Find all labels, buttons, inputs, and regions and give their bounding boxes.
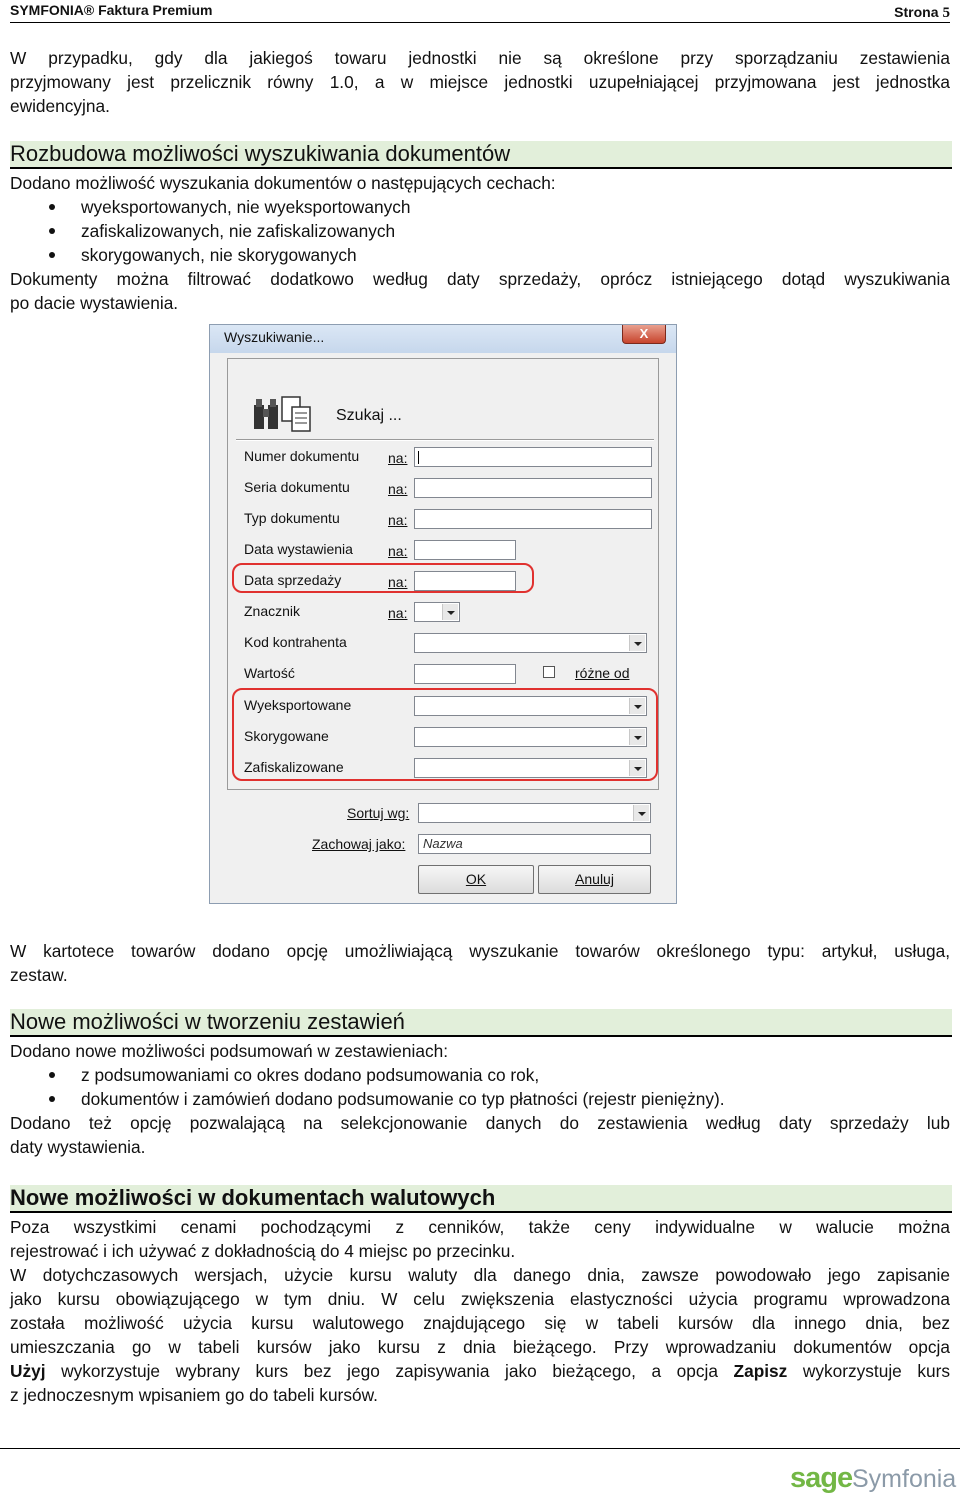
zachowaj-input[interactable] [418, 834, 651, 854]
text-line: W dotychczasowych wersjach, użycie kursu waluty dla danego dnia, zawsze powodowało jego zapisanie [10, 1265, 950, 1285]
section1-after [10, 267, 950, 315]
list-item [10, 243, 410, 267]
label-data-wystawienia: Data wystawienia [244, 541, 353, 557]
dialog-titlebar [210, 325, 676, 353]
skorygowane-select[interactable] [414, 727, 647, 747]
intro-paragraph [10, 46, 950, 118]
list-item-text: zafiskalizowanych, nie zafiskalizowanych [81, 221, 396, 241]
match-mode-link[interactable]: na: [388, 512, 408, 528]
label-typ-dokumentu: Typ dokumentu [244, 510, 340, 526]
label-sortuj: Sortuj wg: [347, 805, 410, 821]
match-mode-link[interactable]: na: [388, 450, 408, 466]
sage-symfonia-logo [790, 1462, 958, 1494]
kartoteka-paragraph [10, 939, 950, 987]
reports-list [10, 1063, 725, 1111]
heading-text: Nowe możliwości w tworzeniu zestawień [10, 1009, 405, 1034]
label-skorygowane: Skorygowane [244, 728, 329, 744]
search-criteria-panel [227, 358, 659, 790]
header-product-name: SYMFONIA® Faktura Premium [10, 2, 213, 18]
chevron-down-icon[interactable] [442, 604, 458, 620]
label-wartosc: Wartość [244, 665, 295, 681]
text-line: daty wystawienia. [10, 1137, 146, 1157]
label-wyeksportowane: Wyeksportowane [244, 697, 352, 713]
text-line: ewidencyjna. [10, 96, 110, 116]
text-line: przyjmowany jest przelicznik równy 1.0, a w miejsce jednostki uzupełniającej przyjmowana jest jednostka [10, 72, 950, 92]
section3-body [10, 1215, 950, 1407]
text-line: jako kursu obowiązującego w tym dniu. W celu zwiększenia elastyczności użycia programu wprowadzona [10, 1289, 950, 1309]
match-mode-link[interactable]: na: [388, 574, 408, 590]
zafiskalizowane-select[interactable] [414, 758, 647, 778]
text-line: rejestrować i ich używać z dokładnością do 4 miejsc po przecinku. [10, 1241, 516, 1261]
list-item-text: wyeksportowanych, nie wyeksportowanych [81, 197, 411, 217]
heading-text: Rozbudowa możliwości wyszukiwania dokumentów [10, 141, 511, 166]
text-line: W kartotece towarów dodano opcję umożliwiającą wyszukanie towarów określonego typu: artykuł, usługa, [10, 941, 950, 961]
text-line: Dokumenty można filtrować dodatkowo według daty sprzedaży, oprócz istniejącego dotąd wyszukiwania [10, 269, 950, 289]
list-item-text: dokumentów i zamówień dodano podsumowanie co typ płatności (rejestr pieniężny). [81, 1089, 725, 1109]
text-line: zestaw. [10, 965, 68, 985]
footer-rule [0, 1448, 960, 1449]
typ-dokumentu-input[interactable] [414, 509, 652, 529]
chevron-down-icon[interactable] [629, 760, 645, 776]
ok-label: OK [465, 871, 487, 887]
seria-dokumentu-input[interactable] [414, 478, 652, 498]
label-zachowaj: Zachowaj jako: [312, 836, 406, 852]
text-line: została możliwość użycia kursu walutowego znajdującego się w tabeli kursów dla innego dnia, bez [10, 1313, 950, 1333]
data-wystawienia-input[interactable] [414, 540, 516, 560]
znacznik-select[interactable] [414, 602, 460, 622]
chevron-down-icon[interactable] [629, 698, 645, 714]
bullet-icon [49, 1096, 55, 1102]
dialog-title: Wyszukiwanie... [224, 329, 325, 345]
sortuj-select[interactable] [418, 803, 651, 823]
match-mode-link[interactable]: na: [388, 543, 408, 559]
bullet-icon [49, 228, 55, 234]
heading-text: Nowe możliwości w dokumentach walutowych [10, 1185, 496, 1210]
chevron-down-icon[interactable] [633, 805, 649, 821]
bullet-icon [49, 204, 55, 210]
search-dialog [209, 324, 677, 904]
section-heading-search [10, 141, 952, 169]
bullet-icon [49, 1072, 55, 1078]
label-znacznik: Znacznik [244, 603, 301, 619]
logo-symfonia-text: Symfonia [852, 1465, 957, 1493]
text-line: W przypadku, gdy dla jakiegoś towaru jednostki nie są określone przy sporządzaniu zestawienia [10, 48, 950, 68]
section2-after [10, 1111, 950, 1159]
label-kod-kontrahenta: Kod kontrahenta [244, 634, 347, 650]
text-line: umieszczania go w tabeli kursów jako kursu z dnia bieżącego. Przy wprowadzaniu dokumentów opcja [10, 1337, 950, 1357]
text-line: Poza wszystkimi cenami pochodzącymi z cenników, także ceny indywidualne w walucie można [10, 1217, 950, 1237]
kod-kontrahenta-select[interactable] [414, 633, 647, 653]
chevron-down-icon[interactable] [629, 635, 645, 651]
text-line: Dodano też opcję pozwalającą na selekcjonowanie danych do zestawienia według daty sprzedaży lub [10, 1113, 950, 1133]
text-cursor [418, 451, 419, 464]
list-item [10, 1087, 725, 1111]
chevron-down-icon[interactable] [629, 729, 645, 745]
list-item-text: z podsumowaniami co okres dodano podsumowania co rok, [81, 1065, 540, 1085]
rozne-od-checkbox[interactable] [543, 666, 555, 678]
page-num: 5 [942, 5, 950, 21]
text-fragment: wykorzystuje wybrany kurs bez jego zapisywania jako bieżącego, a opcja [45, 1361, 734, 1381]
numer-dokumentu-input[interactable] [414, 447, 652, 467]
text-line [10, 1359, 950, 1383]
list-item [10, 1063, 725, 1087]
search-criteria-list [10, 195, 410, 267]
bullet-icon [49, 252, 55, 258]
close-button[interactable]: X [622, 325, 666, 344]
find-heading: Szukaj ... [336, 407, 402, 424]
list-item [10, 195, 410, 219]
cancel-button[interactable] [538, 865, 651, 894]
header-page-number [894, 4, 950, 22]
cancel-label: Anuluj [575, 871, 614, 887]
placeholder-text: Nazwa [423, 836, 463, 851]
wartosc-input[interactable] [414, 664, 516, 684]
page-label: Strona [894, 4, 939, 20]
divider [236, 439, 654, 441]
binoculars-document-icon [252, 395, 314, 433]
list-item [10, 219, 410, 243]
section1-lead: Dodano możliwość wyszukania dokumentów o następujących cechach: [10, 173, 556, 193]
match-mode-link[interactable]: na: [388, 481, 408, 497]
logo-sage-text: sage [790, 1462, 853, 1494]
option-name-uzyj: Użyj [10, 1361, 46, 1381]
text-line: z jednoczesnym wpisaniem go do tabeli kursów. [10, 1385, 378, 1405]
text-fragment: wykorzystuje kurs [787, 1361, 950, 1381]
text-line: po dacie wystawienia. [10, 293, 179, 313]
match-mode-link[interactable]: na: [388, 605, 408, 621]
section2-lead: Dodano nowe możliwości podsumowań w zestawieniach: [10, 1041, 449, 1061]
label-zafiskalizowane: Zafiskalizowane [244, 759, 344, 775]
option-name-zapisz: Zapisz [733, 1361, 788, 1381]
label-data-sprzedazy: Data sprzedaży [244, 572, 342, 588]
ok-button[interactable] [418, 865, 534, 894]
data-sprzedazy-input[interactable] [414, 571, 516, 591]
section-heading-currency [10, 1185, 952, 1213]
page-header [10, 0, 950, 23]
label-seria-dokumentu: Seria dokumentu [244, 479, 350, 495]
wyeksportowane-select[interactable] [414, 696, 647, 716]
section-heading-reports [10, 1009, 952, 1037]
list-item-text: skorygowanych, nie skorygowanych [81, 245, 357, 265]
label-numer-dokumentu: Numer dokumentu [244, 448, 360, 464]
label-rozne-od: różne od [575, 665, 630, 681]
